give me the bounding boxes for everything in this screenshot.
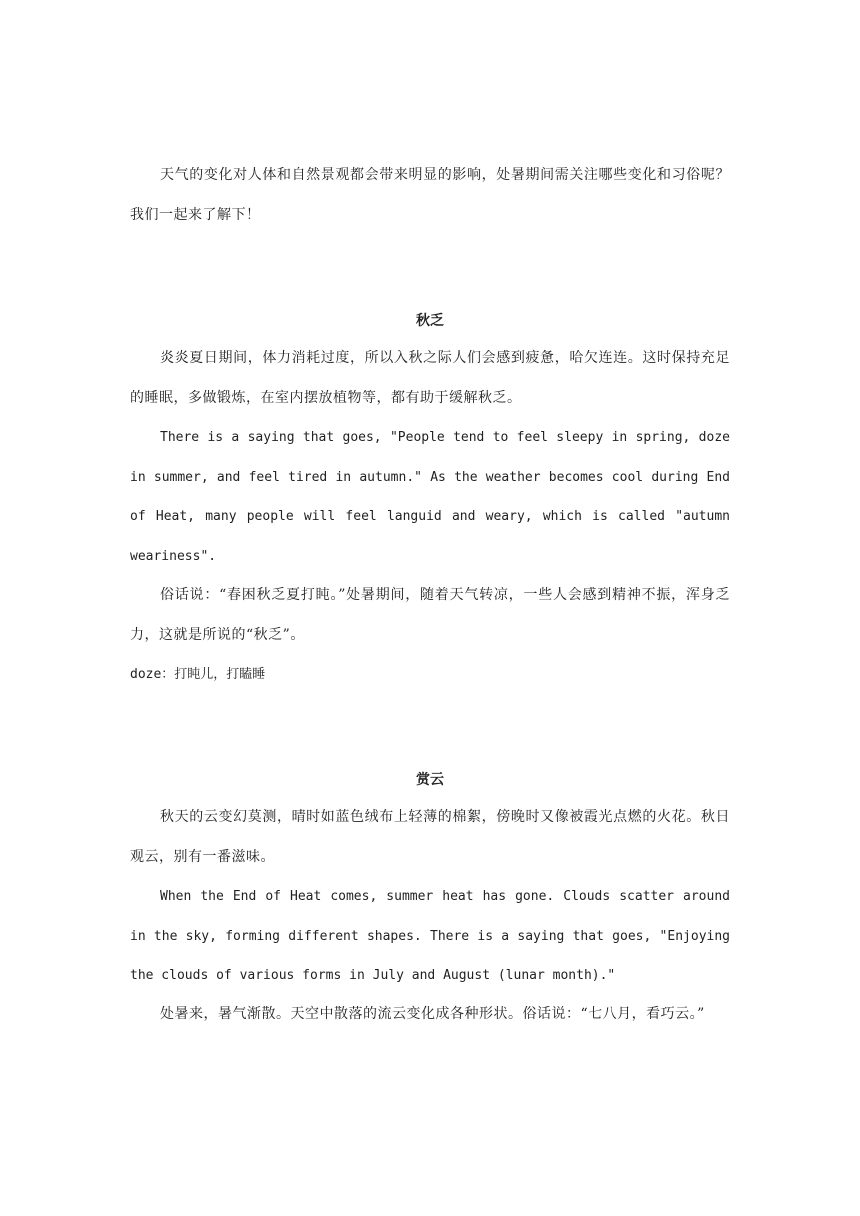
cloud-watching-english-text: When the End of Heat comes, summer heat has gone. Clouds scatter around in the sky, forming different shapes. There is a saying that goes, "Enjoying the clouds of various forms in July and August (lunar month)." [130,889,730,983]
vocabulary-note: doze：打盹儿，打瞌睡 [130,667,266,682]
intro-paragraph: 天气的变化对人体和自然景观都会带来明显的影响，处暑期间需关注哪些变化和习俗呢？我们一起来了解下！ [130,167,730,223]
section-heading-cloud-watching: 赏云 [416,772,444,788]
cloud-watching-chinese-intro: 秋天的云变幻莫测，晴时如蓝色绒布上轻薄的棉絮，傍晚时又像被霞光点燃的火花。秋日观云，别有一番滋味。 [130,809,730,865]
autumn-fatigue-chinese-intro: 炎炎夏日期间，体力消耗过度，所以入秋之际人们会感到疲惫，哈欠连连。这时保持充足的睡眠，多做锻炼，在室内摆放植物等，都有助于缓解秋乏。 [130,350,730,406]
cloud-watching-chinese-translation: 处暑来，暑气渐散。天空中散落的流云变化成各种形状。俗话说：“七八月，看巧云。” [160,1006,705,1022]
autumn-fatigue-chinese-translation: 俗话说：“春困秋乏夏打盹。”处暑期间，随着天气转凉，一些人会感到精神不振，浑身乏力，这就是所说的“秋乏”。 [130,587,730,643]
section-heading-autumn-fatigue: 秋乏 [416,313,444,329]
autumn-fatigue-english-text: There is a saying that goes, "People tend to feel sleepy in spring, doze in summer, and feel tired in autumn." As the weather becomes cool during End of Heat, many people will feel languid and weary, which is called "autumn weariness". [130,430,730,564]
